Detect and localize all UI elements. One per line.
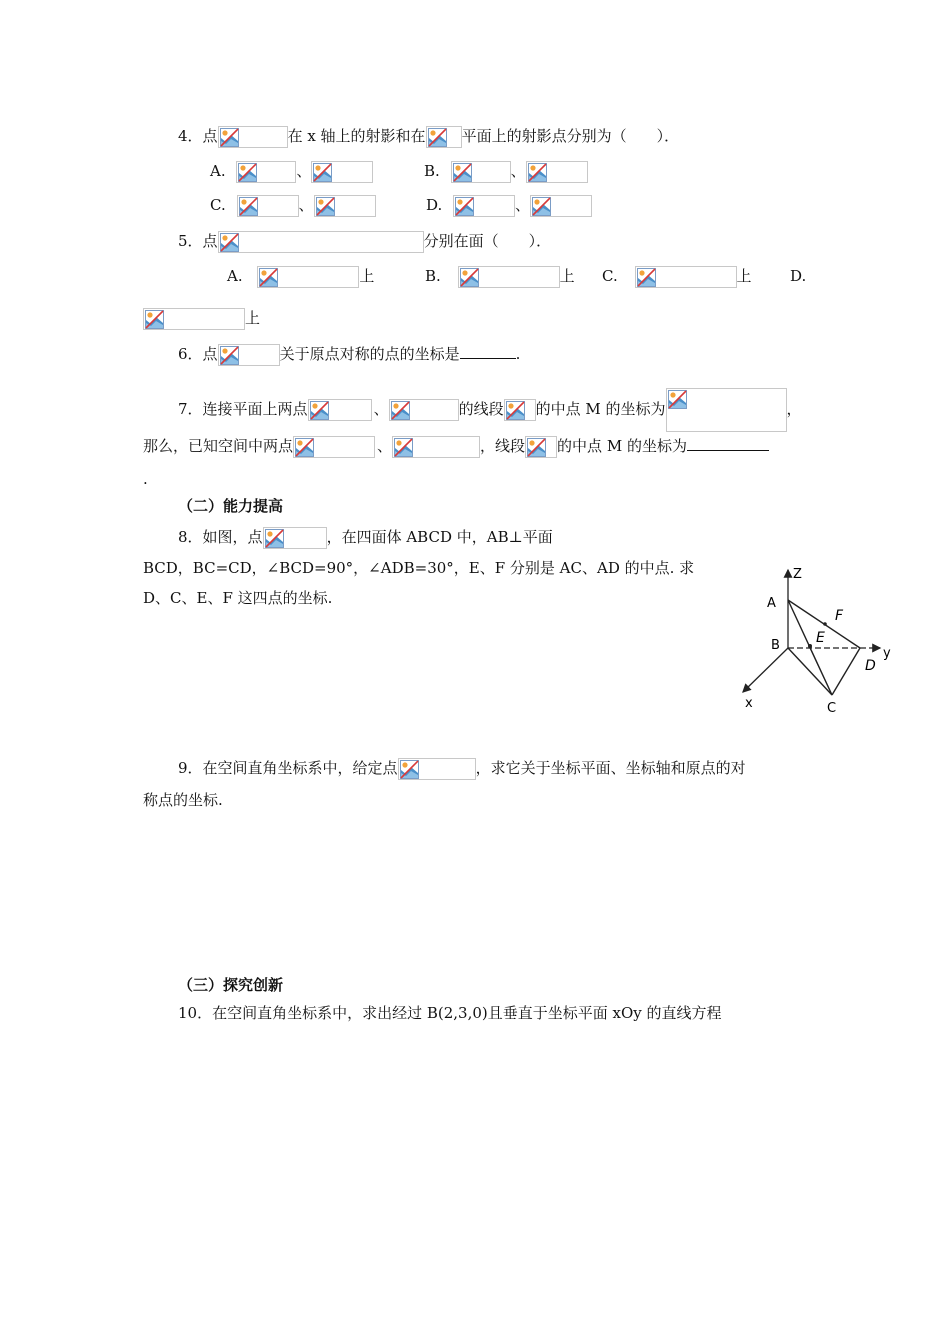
q5-number: 5． (178, 232, 203, 250)
q7-line-3 (143, 468, 148, 490)
broken-image-icon (506, 401, 525, 420)
broken-image-icon (528, 163, 547, 182)
label-y: y (883, 646, 891, 661)
formula-image (293, 436, 375, 458)
broken-image-icon (220, 128, 239, 147)
broken-image-icon (532, 197, 551, 216)
q9-text: ，求它关于坐标平面、坐标轴和原点的对 (475, 759, 746, 777)
q7-text: 那么，已知空间中两点 (143, 437, 294, 455)
formula-image (398, 758, 476, 780)
q6-number: 6． (178, 345, 203, 363)
formula-image (525, 436, 557, 458)
q9-number: 9． (178, 759, 203, 777)
separator: 、 (298, 196, 314, 214)
section-2-heading: （二）能力提高 (178, 497, 284, 515)
separator: 、 (373, 400, 389, 418)
formula-image (143, 308, 245, 330)
q8-line-1 (178, 526, 553, 549)
q4-option-b (424, 160, 588, 183)
formula-image (257, 266, 359, 288)
broken-image-icon (310, 401, 329, 420)
broken-image-icon (527, 438, 546, 457)
point-f (823, 622, 827, 626)
q5-option-c (602, 265, 752, 288)
broken-image-icon (295, 438, 314, 457)
formula-image (453, 195, 515, 217)
formula-image (666, 388, 787, 432)
broken-image-icon (668, 390, 687, 409)
q9-line-2: 称点的坐标. (143, 791, 223, 809)
separator: 、 (377, 437, 393, 455)
q8-line-2: BCD，BC=CD，∠BCD=90°，∠ADB=30°，E、F 分别是 AC、AD 的中点. 求 (143, 559, 695, 577)
option-label: A. (210, 162, 226, 180)
q5-option-d-label (790, 265, 806, 287)
q6-text: 点 (202, 345, 218, 363)
formula-image (504, 399, 536, 421)
option-label: A. (227, 267, 243, 285)
formula-image (314, 195, 376, 217)
label-x: x (745, 696, 753, 711)
formula-image (237, 195, 299, 217)
answer-blank[interactable] (460, 344, 516, 359)
formula-image (526, 161, 588, 183)
q5-option-b (425, 265, 575, 288)
label-c: C (827, 701, 837, 716)
broken-image-icon (453, 163, 472, 182)
q5-text: 点 (202, 232, 218, 250)
q4-text: 平面上的射影点分别为（ ）． (461, 127, 680, 145)
option-label: B. (424, 162, 440, 180)
broken-image-icon (145, 310, 164, 329)
q4-option-c (210, 194, 376, 217)
broken-image-icon (239, 197, 258, 216)
broken-image-icon (637, 268, 656, 287)
q4-option-d (426, 194, 592, 217)
q6-text: . (515, 345, 521, 363)
formula-image (218, 231, 424, 253)
q6-text: 关于原点对称的点的坐标是 (279, 345, 460, 363)
q4-line (178, 125, 679, 148)
q8-text: ，在四面体 ABCD 中，AB⊥平面 (326, 528, 553, 546)
q9-line-1 (178, 757, 746, 780)
formula-image (392, 436, 480, 458)
q7-line-1 (178, 388, 802, 432)
formula-image (389, 399, 459, 421)
edge-bc (788, 648, 832, 695)
q5-text: 分别在面（ ）． (423, 232, 552, 250)
section-3-heading: （三）探究创新 (178, 976, 284, 994)
q6-line (178, 343, 520, 366)
broken-image-icon (394, 438, 413, 457)
label-b: B (771, 638, 780, 653)
broken-image-icon (316, 197, 335, 216)
broken-image-icon (428, 128, 447, 147)
on-text: 上 (736, 267, 752, 285)
separator: 、 (515, 196, 531, 214)
formula-image (635, 266, 737, 288)
formula-image (218, 126, 288, 148)
broken-image-icon (400, 760, 419, 779)
broken-image-icon (238, 163, 257, 182)
formula-image (426, 126, 462, 148)
label-e: E (816, 630, 825, 646)
q7-number: 7． (178, 400, 203, 418)
formula-image (263, 527, 327, 549)
option-label: C. (210, 196, 226, 214)
q7-text: ， (786, 400, 802, 418)
broken-image-icon (220, 233, 239, 252)
separator: 、 (296, 162, 312, 180)
q10-text: 在空间直角坐标系中，求出经过 B(2,3,0)且垂直于坐标平面 xOy 的直线方程 (212, 1004, 722, 1022)
broken-image-icon (313, 163, 332, 182)
q5-line (178, 230, 551, 253)
broken-image-icon (265, 529, 284, 548)
on-text: 上 (559, 267, 575, 285)
q5-option-a (227, 265, 374, 288)
formula-image (451, 161, 511, 183)
q7-line-2 (143, 435, 769, 458)
q7-text: 的中点 M 的坐标为 (535, 400, 666, 418)
formula-image (236, 161, 296, 183)
q7-text: . (143, 470, 148, 488)
label-z: Z (793, 567, 802, 582)
x-axis (743, 648, 788, 692)
q7-text: 连接平面上两点 (202, 400, 308, 418)
broken-image-icon (391, 401, 410, 420)
formula-image (308, 399, 372, 421)
on-text: 上 (359, 267, 375, 285)
q5-option-d (143, 307, 260, 330)
q7-text: ，线段 (480, 437, 526, 455)
q9-text: 在空间直角坐标系中，给定点 (202, 759, 398, 777)
q4-text: 点 (202, 127, 218, 145)
broken-image-icon (455, 197, 474, 216)
q4-option-a (210, 160, 373, 183)
formula-image (458, 266, 560, 288)
point-e (808, 644, 812, 648)
q10-number: 10． (178, 1004, 213, 1022)
formula-image (530, 195, 592, 217)
edge-cd (832, 648, 860, 695)
formula-image (311, 161, 373, 183)
edge-ec (810, 648, 832, 695)
label-d: D (865, 658, 876, 674)
tetrahedron-figure (735, 560, 905, 720)
answer-blank[interactable] (687, 436, 769, 451)
q4-number: 4． (178, 127, 203, 145)
option-label: D. (790, 267, 807, 285)
q7-text: 的中点 M 的坐标为 (557, 437, 687, 455)
q10-line (178, 1002, 722, 1024)
q8-number: 8． (178, 528, 203, 546)
q8-line-3: D、C、E、F 这四点的坐标. (143, 589, 333, 607)
q8-text: 如图，点 (202, 528, 263, 546)
label-a: A (767, 596, 776, 611)
q4-text: 在 x 轴上的射影和在 (287, 127, 426, 145)
formula-image (218, 344, 280, 366)
broken-image-icon (460, 268, 479, 287)
broken-image-icon (259, 268, 278, 287)
separator: 、 (510, 162, 526, 180)
option-label: B. (425, 267, 441, 285)
broken-image-icon (220, 346, 239, 365)
option-label: D. (426, 196, 443, 214)
option-label: C. (602, 267, 618, 285)
q7-text: 的线段 (458, 400, 504, 418)
on-text: 上 (245, 309, 261, 327)
label-f: F (835, 608, 844, 624)
